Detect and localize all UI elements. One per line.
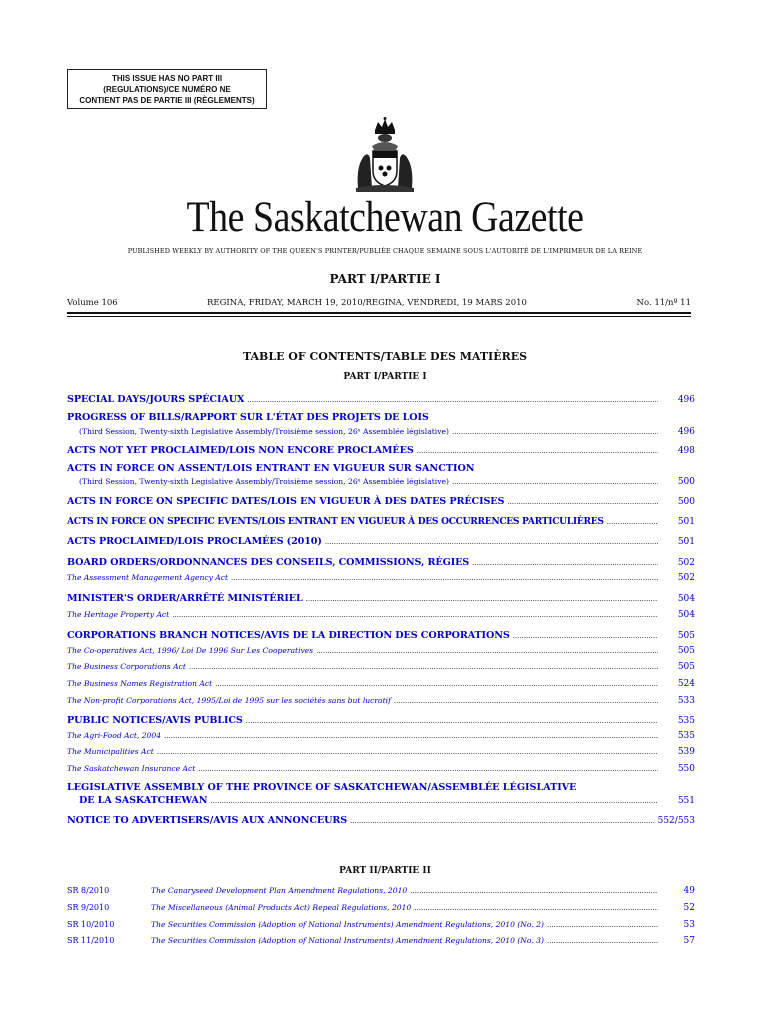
leader-dots [189,663,658,671]
volume-label: Volume 106 [67,298,118,308]
leader-dots [164,732,658,740]
toc-entry-label[interactable]: The Business Corporations Act [67,662,186,671]
toc-entry-label[interactable]: The Municipalities Act [67,747,154,756]
toc-title: TABLE OF CONTENTS/TABLE DES MATIÈRES [242,350,528,363]
toc-page-number: 502 [677,558,695,568]
regulation-page: 52 [683,903,695,913]
leader-dots [414,904,658,912]
toc-entry-label[interactable]: The Assessment Management Agency Act [67,573,229,582]
toc-page-number: 552/553 [657,816,695,826]
toc-entry[interactable] [67,477,695,487]
toc-page-number: 502 [677,573,695,583]
regulation-title[interactable]: The Securities Commission (Adoption of National Instruments) Amendment Regulations, 2010 (No. 3) [151,936,544,945]
toc-entry-label[interactable]: ACTS IN FORCE ON SPECIFIC EVENTS/LOIS ENTRANT EN VIGUEUR À DES OCCURRENCES PARTICULIÈRES [67,516,604,527]
toc-page-number: 505 [677,631,695,641]
leader-dots [316,647,658,655]
toc-page-number: 496 [677,395,695,405]
toc-entry-label[interactable]: ACTS IN FORCE ON SPECIFIC DATES/LOIS EN VIGUEUR À DES DATES PRÉCISES [67,496,505,507]
regulation-number: SR 11/2010 [67,936,115,945]
toc-entry[interactable] [67,696,695,706]
toc-entry[interactable] [67,679,695,689]
leader-dots [394,697,658,705]
toc-entry[interactable] [67,747,695,757]
regulation-entry[interactable] [67,903,695,913]
leader-dots [247,396,658,404]
divider-rule-thin [67,316,691,317]
regulation-page: 49 [683,886,695,896]
leader-dots [325,538,658,546]
toc-page-number: 505 [677,646,695,656]
part-heading: PART I/PARTIE I [329,272,441,286]
toc-page-number: 550 [677,764,695,774]
toc-entry-label[interactable]: PUBLIC NOTICES/AVIS PUBLICS [67,715,243,726]
leader-dots [410,887,658,895]
toc-page-number: 533 [677,696,695,706]
toc-page-number: 501 [677,537,695,547]
leader-dots [547,937,658,945]
regulation-entry[interactable] [67,920,695,930]
regulation-page: 57 [683,936,695,946]
leader-dots [507,498,658,506]
toc-entry-label[interactable]: NOTICE TO ADVERTISERS/AVIS AUX ANNONCEURS [67,815,348,826]
regulation-number: SR 8/2010 [67,886,110,895]
regulation-number: SR 9/2010 [67,903,110,912]
toc-entry-label[interactable]: ACTS PROCLAIMED/LOIS PROCLAMÉES (2010) [67,536,322,547]
toc-entry[interactable] [67,662,695,672]
saskatchewan-coat-of-arms-icon [352,116,418,194]
regulation-entry[interactable] [67,886,695,896]
regulation-title[interactable]: The Canaryseed Development Plan Amendment Regulations, 2010 [151,886,408,895]
toc-section-heading[interactable]: LEGISLATIVE ASSEMBLY OF THE PROVINCE OF SASKATCHEWAN/ASSEMBLÉE LÉGISLATIVE [67,782,577,793]
toc-entry[interactable] [67,715,695,726]
toc-entry-label[interactable]: The Non-profit Corporations Act, 1995/Loi de 1995 sur les sociétés sans but lucratif [67,696,391,705]
toc-entry[interactable] [67,646,695,656]
divider-rule [67,312,691,314]
toc-entry[interactable] [67,764,695,774]
leader-dots [231,574,658,582]
toc-section-heading[interactable]: PROGRESS OF BILLS/RAPPORT SUR L'ÉTAT DES PROJETS DE LOIS [67,412,429,423]
regulation-title[interactable]: The Miscellaneous (Animal Products Act) Repeal Regulations, 2010 [151,903,412,912]
toc-entry[interactable] [67,516,695,527]
leader-dots [157,748,658,756]
toc-entry[interactable] [67,427,695,437]
issue-date: REGINA, FRIDAY, MARCH 19, 2010/REGINA, VENDREDI, 19 MARS 2010 [207,298,527,308]
toc-entry[interactable] [67,573,695,583]
regulation-number: SR 10/2010 [67,920,115,929]
toc-entry[interactable] [67,630,695,641]
toc-entry[interactable] [67,496,695,507]
toc-entry-label[interactable]: (Third Session, Twenty-sixth Legislative Assembly/Troisième session, 26ᵉ Assemblée législative) [79,427,449,436]
leader-dots [452,478,658,486]
leader-dots [472,559,658,567]
toc-page-number: 498 [677,446,695,456]
regulation-title[interactable]: The Securities Commission (Adoption of National Instruments) Amendment Regulations, 2010 (No. 2) [151,920,544,929]
no-part-iii-notice [67,69,267,109]
toc-entry[interactable] [67,557,695,568]
toc-entry[interactable] [67,394,695,405]
leader-dots [306,595,658,603]
issue-number: No. 11/nº 11 [636,298,691,308]
notice-line-3: CONTIENT PAS DE PARTIE III (RÈGLEMENTS) [79,96,255,105]
notice-line-1: THIS ISSUE HAS NO PART III [111,74,223,83]
leader-dots [417,447,658,455]
leader-dots [172,611,658,619]
toc-entry[interactable] [67,610,695,620]
toc-entry-label[interactable]: CORPORATIONS BRANCH NOTICES/AVIS DE LA DIRECTION DES CORPORATIONS [67,630,510,641]
toc-entry-label[interactable]: (Third Session, Twenty-sixth Legislative Assembly/Troisième session, 26ᵉ Assemblée législative) [79,477,449,486]
leader-dots [246,717,658,725]
toc-entry-label[interactable]: ACTS NOT YET PROCLAIMED/LOIS NON ENCORE PROCLAMÉES [67,445,414,456]
toc-page-number: 496 [677,427,695,437]
toc-entry-label[interactable]: MINISTER'S ORDER/ARRÊTÉ MINISTÉRIEL [67,593,303,604]
toc-page-number: 504 [677,610,695,620]
toc-entry[interactable] [67,731,695,741]
toc-section-heading[interactable]: ACTS IN FORCE ON ASSENT/LOIS ENTRANT EN VIGUEUR SUR SANCTION [67,463,475,474]
toc-page-number: 500 [677,497,695,507]
toc-page-number: 504 [677,594,695,604]
leader-dots [198,765,658,773]
regulation-page: 53 [683,920,695,930]
toc-page-number: 535 [677,716,695,726]
toc-part-one-heading: PART I/PARTIE I [343,372,427,382]
notice-line-2: (REGULATIONS)/CE NUMÉRO NE [103,85,231,94]
toc-page-number: 501 [677,517,695,527]
published-authority-line: PUBLISHED WEEKLY BY AUTHORITY OF THE QUEEN'S PRINTER/PUBLIÉE CHAQUE SEMAINE SOUS L'AUTORITÉ DE L'IMPRIMEUR DE LA REINE [127,247,643,255]
toc-entry-label[interactable]: SPECIAL DAYS/JOURS SPÉCIAUX [67,394,245,405]
toc-page-number: 505 [677,662,695,672]
regulation-entry[interactable] [67,936,695,946]
leader-dots [513,632,658,640]
toc-entry-label[interactable]: The Agri-Food Act, 2004 [67,731,162,740]
leader-dots [210,797,658,805]
toc-page-number: 539 [677,747,695,757]
toc-entry[interactable] [67,795,695,806]
toc-part-two-heading: PART II/PARTIE II [339,866,431,876]
toc-page-number: 551 [677,796,695,806]
leader-dots [350,817,655,825]
leader-dots [452,428,658,436]
toc-entry[interactable] [67,593,695,604]
toc-entry[interactable] [67,445,695,456]
toc-entry[interactable] [67,536,695,547]
toc-entry-label[interactable]: BOARD ORDERS/ORDONNANCES DES CONSEILS, COMMISSIONS, RÉGIES [67,557,470,568]
toc-page-number: 524 [677,679,695,689]
toc-entry-label[interactable]: DE LA SASKATCHEWAN [79,795,208,806]
toc-entry-label[interactable]: The Co-operatives Act, 1996/ Loi De 1996 Sur Les Cooperatives [67,646,314,655]
toc-entry-label[interactable]: The Saskatchewan Insurance Act [67,764,196,773]
toc-page-number: 535 [677,731,695,741]
leader-dots [547,921,658,929]
toc-entry-label[interactable]: The Heritage Property Act [67,610,170,619]
toc-entry[interactable] [67,815,695,826]
toc-page-number: 500 [677,477,695,487]
gazette-masthead: The Saskatchewan Gazette [186,194,584,241]
leader-dots [215,680,658,688]
toc-entry-label[interactable]: The Business Names Registration Act [67,679,213,688]
leader-dots [607,518,658,526]
